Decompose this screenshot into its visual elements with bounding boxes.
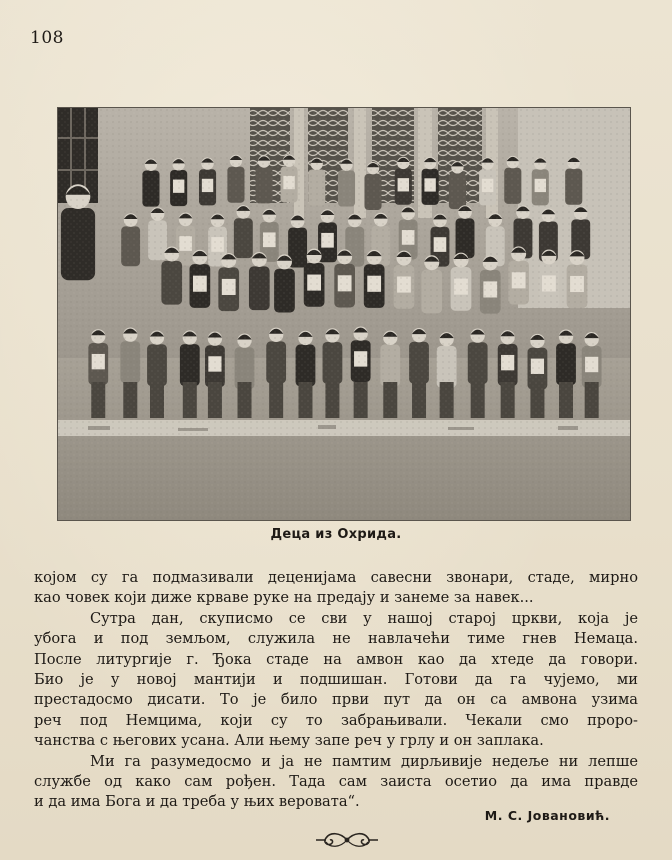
text-line: После литургије г. Ђока стаде на амвон као да хтеде да говори. <box>34 650 638 668</box>
text-line: Био је у новој мантији и подшишан. Готови да га чујемо, ми <box>34 670 638 688</box>
text-line: убога и под земљом, служила не навлачећи тиме гнев Немаца. <box>34 630 638 648</box>
text-line: престадосмо дисати. То је било први пут да он са амвона узима <box>34 691 638 709</box>
article-text <box>34 568 638 813</box>
text-line: као човек који диже крваве руке на предају и занеме за навек... <box>34 589 534 607</box>
photo-caption: Деца из Охрида. <box>270 527 402 542</box>
text-line: службе од како сам рођен. Тада сам заиста осетио да има правде <box>34 772 638 790</box>
text-line: чанства с његових усана. Али њему запе реч у грлу и он заплака. <box>34 732 544 750</box>
text-line: Сутра дан, скуписмо се сви у нашој старој цркви, која је <box>90 609 638 627</box>
text-line: којом су га подмазивали деценијама савесни звонари, стаде, мирно <box>34 569 638 586</box>
author-signature: М. С. Јовановић. <box>484 808 610 823</box>
group-photograph <box>58 108 630 520</box>
text-line: и да има Бога и да треба у њих веровата“. <box>34 793 360 811</box>
page-number: 108 <box>30 28 64 48</box>
text-line: реч под Немцима, који су то забрањивали. Чекали смо проро- <box>34 711 638 729</box>
text-line: Ми га разумедосмо и ја не памтим дирљивије недеље ни лепше <box>90 752 638 770</box>
decorative-ornament-icon <box>312 828 382 852</box>
